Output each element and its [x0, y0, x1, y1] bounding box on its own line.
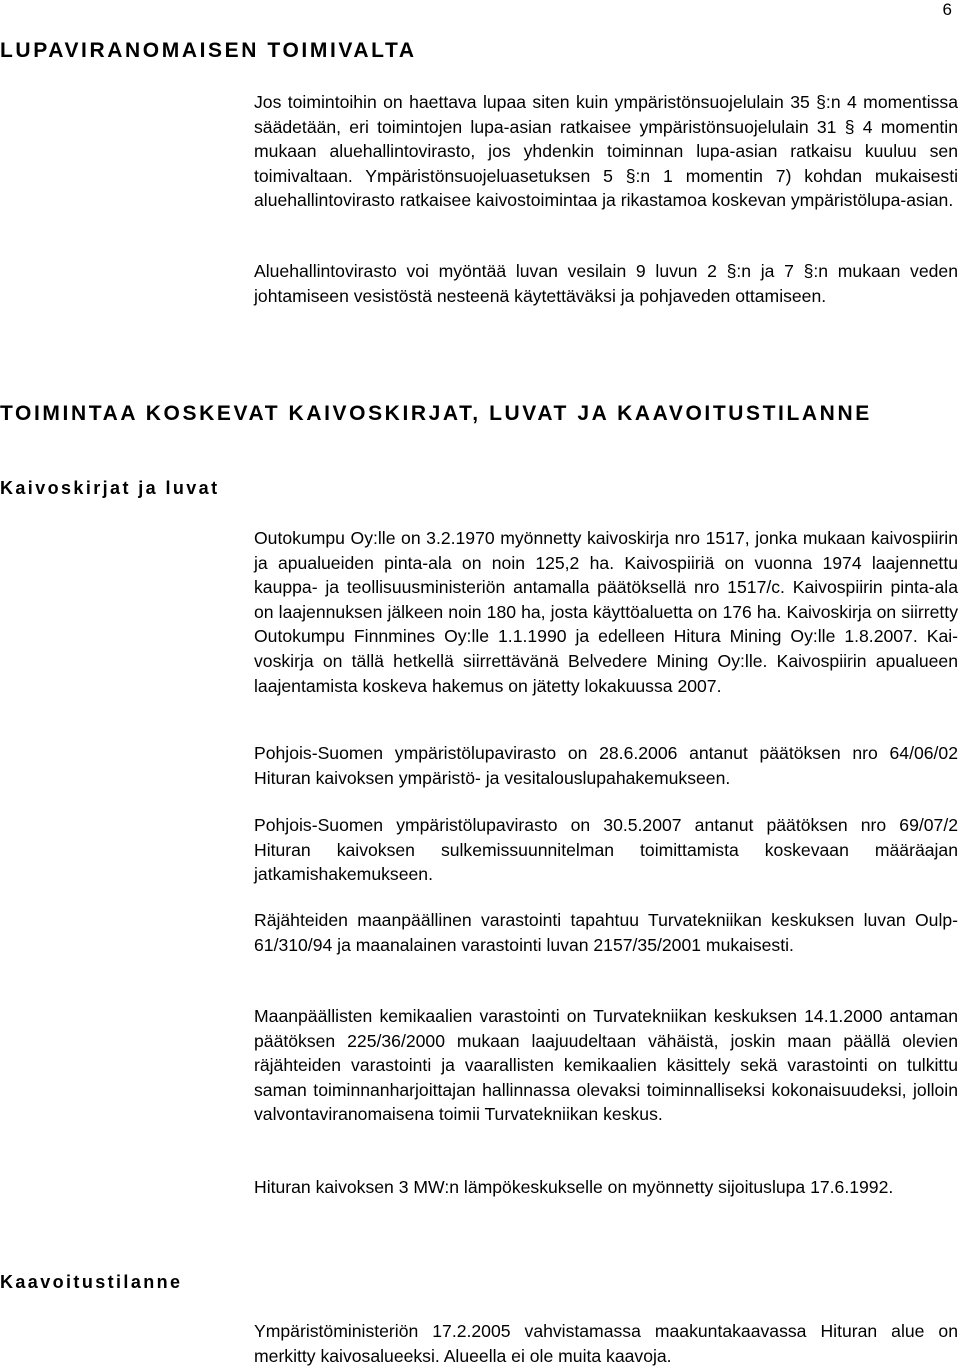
paragraph-kaivoskirja-3: Pohjois-Suomen ympäristölupavirasto on 30.5.2007 antanut päätöksen nro 69/07/2 Hituran kaivoksen sulkemissuunnitelman toimittamista koskevaan määräajan jatkamishakemukseen. [254, 815, 958, 885]
page-number: 6 [942, 0, 952, 19]
section-heading-toimintaa: TOIMINTAA KOSKEVAT KAIVOSKIRJAT, LUVAT JA KAAVOITUSTILANNE [0, 402, 872, 425]
paragraph-kaivoskirja-5: Maanpäällisten kemikaalien varastointi on Turvatekniikan keskuksen 14.1.2000 antaman päätöksen 225/36/2000 mukaan laajuudeltaan vähäistä, joskin maan päällä olevien räjähteiden varastointi ja vaarallisten kemikaalien käsittely sekä varastointi on tulkittu saman toiminnanharjoittajan hallinnassa olevaksi toiminnalliseksi kokonaisuudeksi, jolloin valvontaviranomaisena toimii Turvatekniikan keskus. [254, 1006, 958, 1125]
paragraph-kaivoskirja-1: Outokumpu Oy:lle on 3.2.1970 myönnetty kaivoskirja nro 1517, jonka mukaan kaivospiirin ja apualueiden pinta-ala on noin 125,2 ha. Kaivospiiriä on vuonna 1974 laajennettu kauppa- ja teollisuusministeriön antamalla päätöksellä nro 1517/c. Kaivospiirin pinta-ala on laajennuksen jälkeen noin 180 ha, josta käyttöaluetta on 176 ha. Kaivoskirja on siirretty Outokumpu Finnmines Oy:lle 1.1.1990 ja edelleen Hitura Mining Oy:lle 1.8.2007. Kaivoskirja on tällä hetkellä siirrettävänä Belvedere Mining Oy:lle. Kaivospiirin apualueen laajentamista koskeva hakemus on jätetty lokakuussa 2007. [254, 528, 958, 696]
paragraph-kaavoitus-1: Ympäristöministeriön 17.2.2005 vahvistamassa maakuntakaavassa Hituran alue on merkitty kaivosalueeksi. Alueella ei ole muita kaavoja. [254, 1321, 958, 1366]
subheading-kaivoskirjat: Kaivoskirjat ja luvat [0, 478, 220, 498]
paragraph-lupa-2: Aluehallintovirasto voi myöntää luvan vesilain 9 luvun 2 §:n ja 7 §:n mukaan veden johtamiseen vesistöstä nesteenä käytettäväksi ja pohjaveden ottamiseen. [254, 261, 958, 306]
paragraph-lupa-1: Jos toimintoihin on haettava lupaa siten kuin ympäristönsuojelulain 35 §:n 4 momentissa säädetään, eri toimintojen lupa-asian ratkaisee ympäristönsuojelulain 31 § 4 momentin mukaan aluehallintovirasto, jos yhdenkin toiminnan lupa-asian ratkaisu kuuluu sen toimivaltaan. Ympäristönsuojeluasetuksen 5 §:n 1 momentin 7) kohdan mukaisesti aluehallintovirasto ratkaisee kaivostoimintaa ja rikastamoa koskevan ympäristölupa-asian. [254, 92, 958, 211]
section-heading-lupaviranomainen: LUPAVIRANOMAISEN TOIMIVALTA [0, 39, 417, 62]
paragraph-kaivoskirja-4: Räjähteiden maanpäällinen varastointi tapahtuu Turvatekniikan keskuksen luvan Oulp-61/310/94 ja maanalainen varastointi luvan 2157/35/2001 mukaisesti. [254, 910, 958, 955]
subheading-kaavoitustilanne: Kaavoitustilanne [0, 1272, 183, 1292]
paragraph-kaivoskirja-2: Pohjois-Suomen ympäristölupavirasto on 28.6.2006 antanut päätöksen nro 64/06/02 Hituran kaivoksen ympäristö- ja vesitalouslupahakemukseen. [254, 743, 958, 788]
paragraph-kaivoskirja-6: Hituran kaivoksen 3 MW:n lämpökeskukselle on myönnetty sijoituslupa 17.6.1992. [254, 1177, 894, 1197]
